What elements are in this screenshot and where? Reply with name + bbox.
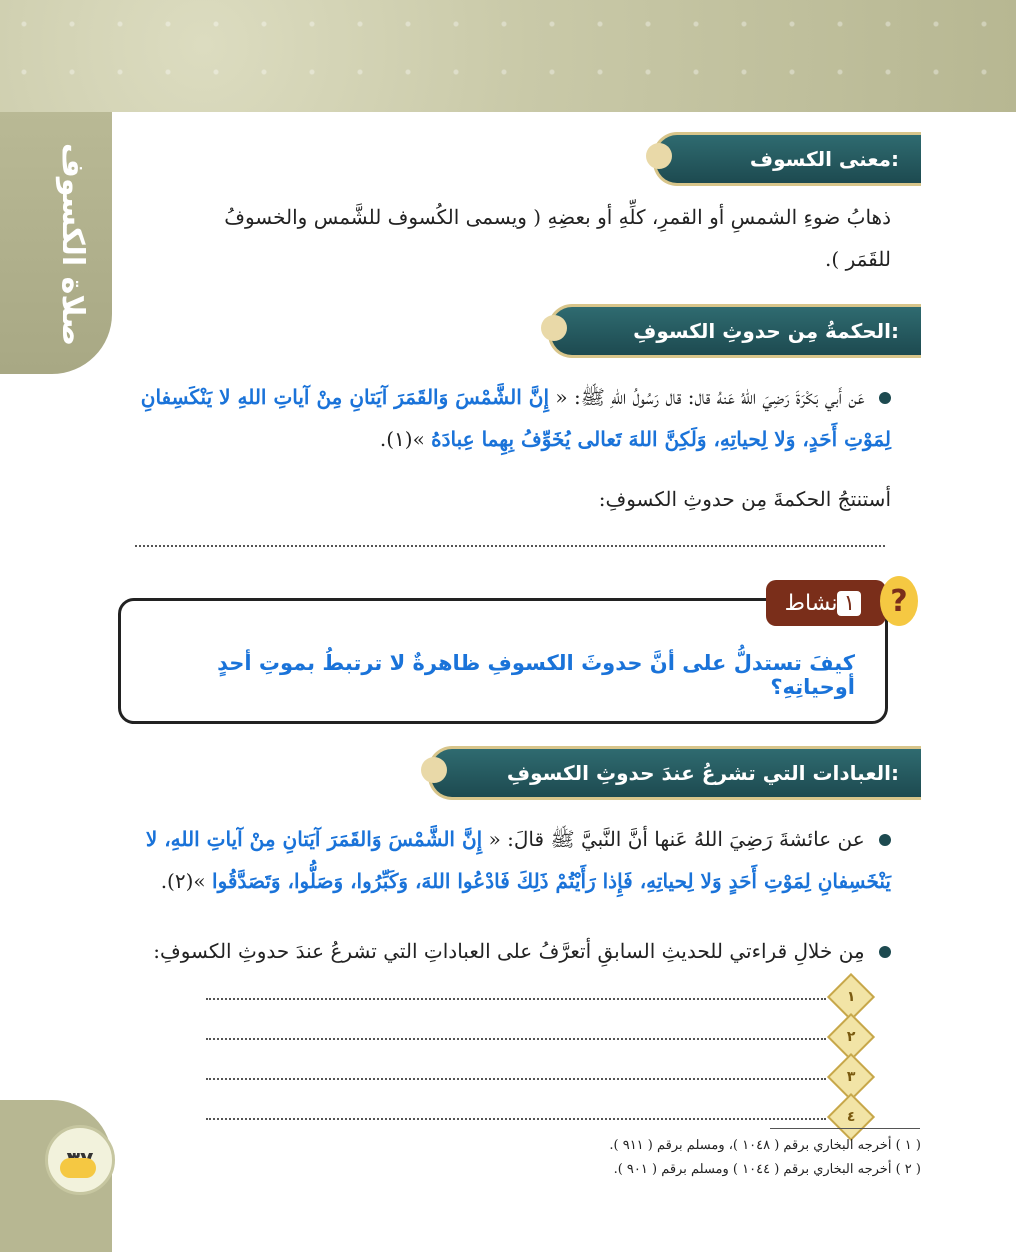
hadith-1-text: إِنَّ الشَّمْسَ وَالقَمَرَ آيَتانِ مِنْ آياتِ اللهِ لا يَنْكَسِفانِ لِمَوْتِ أَحَدٍ، وَلا لِحياتِهِ، وَلَكِنَّ اللهَ تَعالى يُخَوِّفُ بِهِما عِبادَهُ [140, 385, 891, 451]
answer-line[interactable] [135, 543, 885, 547]
reading-prompt-text: مِن خلالِ قراءتي للحديثِ السابقِ أتعرَّفُ على العباداتِ التي تشرعُ عندَ حدوثِ الكسوفِ: [153, 939, 865, 963]
footnote-divider [770, 1128, 920, 1129]
heading-wisdom: الحكمةُ مِن حدوثِ الكسوفِ: [548, 304, 921, 358]
heading-worship: العبادات التي تشرعُ عندَ حدوثِ الكسوفِ: [428, 746, 921, 800]
meaning-text: ذهابُ ضوءِ الشمسِ أو القمرِ، كلِّهِ أو بعضِهِ ( ويسمى الكُسوف للشَّمس والخسوفُ للقَمَر ). [224, 205, 891, 271]
hadith-2-outro: »(٢). [160, 869, 206, 893]
activity-tag [766, 580, 886, 626]
bullet-icon [879, 834, 891, 846]
number-badge-icon: ٣ [827, 1053, 875, 1101]
answer-line[interactable] [206, 1038, 826, 1040]
answer-line[interactable] [206, 1118, 826, 1120]
heading-meaning: معنى الكسوف: [653, 132, 921, 186]
hadith-1-intro: عَن أَبي بَكْرَةَ رَضِيَ اللهُ عَنهُ قال: قال رَسُولُ اللهِ ﷺ: « [555, 385, 865, 409]
page-tab-icon [60, 1158, 96, 1178]
list-item[interactable] [188, 1018, 868, 1058]
number-badge-icon: ١ [827, 973, 875, 1021]
top-decorative-band [0, 0, 1016, 112]
number-badge-icon: ٤ [827, 1093, 875, 1141]
activity-number: ١ [837, 591, 861, 616]
hadith-1-outro: »(١). [379, 427, 425, 451]
list-item[interactable] [188, 1058, 868, 1098]
number-badge-icon: ٢ [827, 1013, 875, 1061]
hadith-2-text: إِنَّ الشَّمْسَ وَالقَمَرَ آيَتانِ مِنْ آياتِ اللهِ، لا يَنْخَسِفانِ لِمَوْتِ أَحَدٍ وَلا لِحياتِهِ، فَإِذا رَأَيْتُمْ ذَلِكَ فَادْعُوا اللهَ، وَكَبِّرُوا، وَصَلُّوا، وَتَصَدَّقُوا [145, 827, 891, 893]
hadith-2 [131, 818, 891, 902]
answer-line[interactable] [206, 1078, 826, 1080]
chapter-title: صلاة الكسوف [55, 143, 90, 347]
answer-line[interactable] [206, 998, 826, 1000]
deduce-prompt: أستنتجُ الحكمةَ مِن حدوثِ الكسوفِ: [598, 487, 891, 511]
hadith-2-intro: عن عائشةَ رَضِيَ اللهُ عَنها أنَّ النَّبيَّ ﷺ قالَ: « [488, 827, 865, 851]
hadith-1 [131, 376, 891, 460]
bullet-icon [879, 946, 891, 958]
question-mark-icon: ? [880, 576, 918, 626]
list-item[interactable] [188, 978, 868, 1018]
list-item[interactable] [188, 1098, 868, 1138]
numbered-answer-list [188, 978, 868, 1138]
activity-question: كيفَ تستدلُّ على أنَّ حدوثَ الكسوفِ ظاهرةٌ لا ترتبطُ بموتِ أحدٍ أوحياتِهِ؟ [217, 651, 855, 699]
footnote-1: ( ١ ) أخرجه البخاري برقم ( ١٠٤٨ )، ومسلم برقم ( ٩١١ ). [609, 1138, 921, 1153]
footnote-2: ( ٢ ) أخرجه البخاري برقم ( ١٠٤٤ ) ومسلم برقم ( ٩٠١ ). [613, 1162, 921, 1177]
reading-prompt [131, 930, 891, 972]
bullet-icon [879, 392, 891, 404]
activity-label: نشاط [784, 590, 838, 616]
